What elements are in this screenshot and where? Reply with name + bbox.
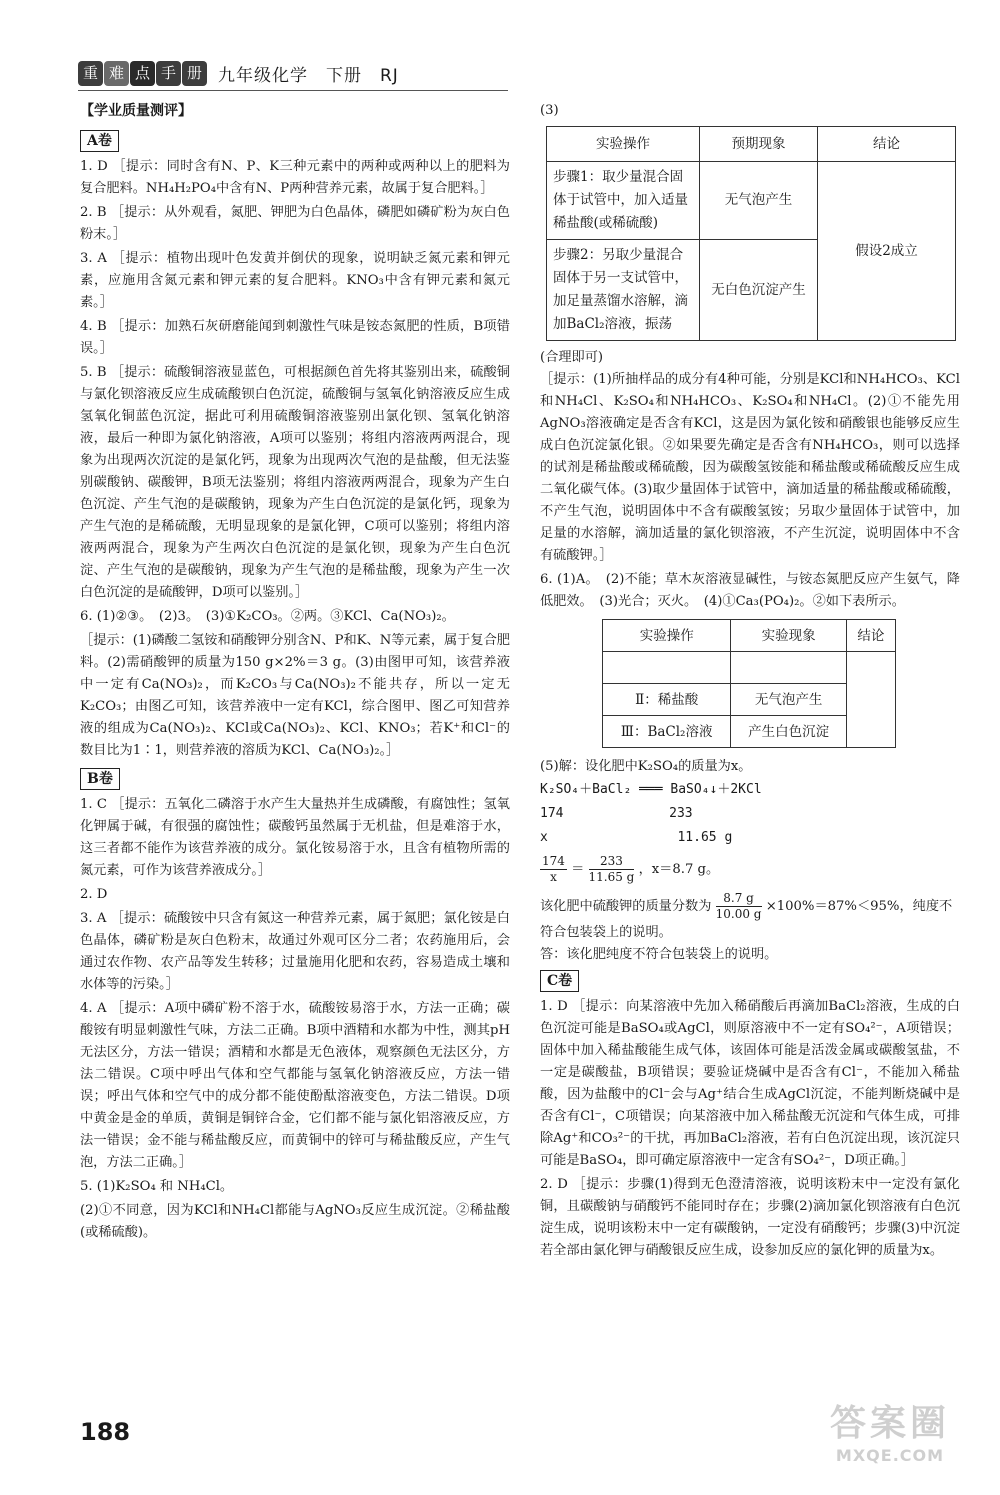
juan-a-label: A卷 bbox=[80, 130, 119, 152]
mass-baso4: 11.65 g bbox=[677, 830, 733, 845]
page-number: 188 bbox=[80, 1418, 131, 1446]
table-cell bbox=[603, 652, 731, 684]
table-header: 结论 bbox=[846, 620, 895, 652]
answer-b3: 3. A ［提示：硫酸铵中只含有氮这一种营养元素，属于氮肥；氯化铵是白色晶体，磷矿粉是灰白色粉末，故通过外观可区分二者；农药施用后，会通过农作物、农产品等发生转移；过量施用化肥和农药，容易造成土壤和水体等的污染。］ bbox=[80, 911, 510, 992]
proportion-line: $\frac{174}{x}$ ＝ $\frac{233}{11.65 g}$ ，x＝8.7 g。 bbox=[542, 854, 720, 884]
logo-char: 点 bbox=[130, 61, 155, 86]
molar-mass-row bbox=[540, 802, 960, 826]
fraction-numerator: 233 bbox=[589, 854, 635, 870]
table-cell: Ⅲ：BaCl₂溶液 bbox=[603, 716, 731, 748]
percentage-line bbox=[540, 891, 960, 944]
right-column bbox=[540, 100, 960, 1264]
table-cell: 无气泡产生 bbox=[700, 162, 818, 240]
answer-b2: 2. D bbox=[80, 887, 108, 902]
fraction-denominator: 10.00 g bbox=[715, 907, 762, 921]
logo-char: 难 bbox=[104, 61, 129, 86]
juan-b-label: B卷 bbox=[80, 768, 120, 790]
note: (合理即可) bbox=[540, 350, 604, 365]
experiment-table-1 bbox=[546, 126, 956, 341]
table-header: 实验操作 bbox=[603, 620, 731, 652]
table-header: 实验现象 bbox=[731, 620, 846, 652]
table-header: 实验操作 bbox=[547, 127, 700, 162]
table-cell: 无白色沉淀产生 bbox=[700, 240, 818, 341]
fraction-2 bbox=[589, 854, 635, 885]
table-header: 预期现象 bbox=[700, 127, 818, 162]
answer-6: 6. (1)A。 (2)不能；草木灰溶液显碱性，与铵态氮肥反应产生氨气，降低肥效。 (3)光合；灭火。 (4)①Ca₃(PO₄)₂。②如下表所示。 bbox=[540, 572, 960, 609]
percentage-intro: 该化肥中硫酸钾的质量分数为 bbox=[540, 899, 712, 914]
calc-intro: (5)解：设化肥中K₂SO₄的质量为x。 bbox=[540, 759, 752, 774]
answer-b5-2: (2)①不同意，因为KCl和NH₄Cl都能与AgNO₃反应生成沉淀。②稀盐酸(或稀硫酸)。 bbox=[80, 1203, 510, 1240]
experiment-table-2 bbox=[602, 619, 896, 748]
result-text: ，x＝8.7 g。 bbox=[638, 862, 720, 877]
answer-a5: 5. B ［提示：硫酸铜溶液显蓝色，可根据颜色首先将其鉴别出来，硫酸铜与氯化钡溶液反应生成硫酸钡白色沉淀，硫酸铜与氢氧化钠溶液反应生成氢氧化铜蓝色沉淀，据此可利用硫酸铜溶液鉴别出氯化钡、氢氧化钠溶液，最后一种即为氯化钠溶液，A项可以鉴别；将组内溶液两两混合，现象为出现两次沉淀的是氯化钙，现象为出现两次气泡的是盐酸，但无法鉴别碳酸钠、碳酸钾，B项无法鉴别；将组内溶液两两混合，现象为产生白色沉淀、产生气泡的是碳酸钠，现象为产生白色沉淀的是氯化钙，现象为产生气泡的是稀硫酸，无明显现象的是氯化钾，C项可以鉴别；将组内溶液两两混合，现象为产生两次白色沉淀的是氯化钡，现象为产生白色沉淀、产生气泡的是碳酸钠，现象为产生气泡的是稀盐酸，现象为产生一次白色沉淀的是硫酸钾，D项可以鉴别。］ bbox=[80, 365, 510, 600]
answer-b5-1: 5. (1)K₂SO₄ 和 NH₄Cl。 bbox=[80, 1179, 234, 1194]
answer-b4: 4. A ［提示：A项中磷矿粉不溶于水，硫酸铵易溶于水，方法一正确；碳酸铵有明显刺激性气味，方法二正确。B项中酒精和水都为中性，测其pH无法区分，方法一错误；酒精和水都是无色液体，观察颜色无法区分，方法二错误。C项中呼出气体和空气都能与氢氧化钠溶液反应，方法一错误；呼出气体和空气中的成分都不能使酚酞溶液变色，方法二错误。D项中黄金是金的单质，黄铜是铜锌合金，它们都不能与氯化铝溶液反应，方法一错误；金不能与稀盐酸反应，而黄铜中的锌可与稀盐酸反应，产生气泡，方法二正确。］ bbox=[80, 1001, 510, 1170]
logo-char: 手 bbox=[156, 61, 181, 86]
question-3-label: (3) bbox=[540, 103, 559, 118]
answer-a4: 4. B ［提示：加熟石灰研磨能闻到刺激性气味是铵态氮肥的性质，B项错误。］ bbox=[80, 319, 510, 356]
table-cell: 假设2成立 bbox=[818, 162, 956, 341]
page-header bbox=[78, 58, 399, 88]
table-cell bbox=[731, 652, 846, 684]
book-title: 九年级化学 下册 RJ bbox=[218, 65, 399, 86]
mass-x: x bbox=[540, 830, 548, 845]
table-cell: Ⅱ：稀盐酸 bbox=[603, 684, 731, 716]
molar-mass-k2so4: 174 bbox=[540, 806, 564, 821]
table-cell: 无气泡产生 bbox=[731, 684, 846, 716]
fraction-numerator: 8.7 g bbox=[716, 891, 762, 907]
watermark-url: MXQE.COM bbox=[835, 1446, 945, 1465]
answer-b1: 1. C ［提示：五氧化二磷溶于水产生大量热并生成磷酸，有腐蚀性；氢氧化钾属于碱，有很强的腐蚀性；碳酸钙虽然属于无机盐，但是难溶于水，这三者都不能作为该营养液的成分。氯化铵易溶于水，且含有植物所需的氮元素，可作为该营养液成分。］ bbox=[80, 797, 510, 878]
table-cell: 产生白色沉淀 bbox=[731, 716, 846, 748]
answer-a6-hint: ［提示：(1)磷酸二氢铵和硝酸钾分别含N、P和K、N等元素，属于复合肥料。(2)需硝酸钾的质量为150 g×2%＝3 g。(3)由图甲可知，该营养液中一定有Ca(NO₃)₂，而K₂CO₃与Ca(NO₃)₂不能共存，所以一定无K₂CO₃；由图乙可知，该营养液中一定有KCl，综合图甲、图乙可知营养液的组成为Ca(NO₃)₂、KCl或Ca(NO₃)₂、KCl、KNO₃；若K⁺和Cl⁻的数目比为1∶1，则营养液的溶质为KCl、Ca(NO₃)₂。］ bbox=[80, 633, 510, 758]
table-cell: 步骤1：取少量混合固体于试管中，加入适量稀盐酸(或稀硫酸) bbox=[547, 162, 700, 240]
table-cell: 步骤2：另取少量混合固体于另一支试管中，加足量蒸馏水溶解，滴加BaCl₂溶液，振荡 bbox=[547, 240, 700, 341]
chemical-equation: K₂SO₄＋BaCl₂ ═══ BaSO₄↓＋2KCl bbox=[540, 782, 762, 797]
logo-char: 册 bbox=[182, 61, 207, 86]
answer-c2: 2. D ［提示：步骤(1)得到无色澄清溶液，说明该粉末中一定没有氯化铜，且碳酸钠与硝酸钙不能同时存在；步骤(2)滴加氯化钡溶液有白色沉淀生成，说明该粉末中一定有碳酸钠，一定没有硝酸钙；步骤(3)中沉淀若全部由氯化钾与硝酸银反应生成，设参加反应的氯化钾的质量为x。 bbox=[540, 1177, 960, 1258]
header-divider bbox=[78, 90, 508, 91]
fraction-numerator: 174 bbox=[542, 854, 565, 868]
percentage-conclusion: ×100%＝87%＜95%，纯度不符合包装袋上的说明。 bbox=[540, 899, 953, 940]
hint-3: ［提示：(1)所抽样品的成分有4种可能，分别是KCl和NH₄HCO₃、KCl和NH₄Cl、K₂SO₄和NH₄HCO₃、K₂SO₄和NH₄Cl。(2)①不能先用AgNO₃溶液确定是否含有KCl，这是因为氯化铵和硝酸银也能够反应生成白色沉淀氯化银。②如果要先确定是否含有NH₄HCO₃，则可以选择的试剂是稀盐酸或稀硫酸，因为碳酸氢铵能和稀盐酸或稀硫酸反应生成二氧化碳气体。(3)取少量固体于试管中，滴加适量的稀盐酸或稀硫酸，不产生气泡，说明固体中不含有碳酸氢铵；另取少量固体于试管中，加足量的水溶解，滴加适量的氯化钡溶液，不产生沉淀，说明固体中不含有硫酸钾。］ bbox=[540, 372, 960, 563]
book-logo bbox=[78, 61, 208, 86]
fraction-1 bbox=[540, 854, 567, 885]
watermark-text: 答案圈 bbox=[829, 1403, 950, 1444]
fraction-denominator: x bbox=[550, 870, 557, 884]
answer-a6: 6. (1)②③。 (2)3。 (3)①K₂CO₃。②两。③KCl、Ca(NO₃)₂。 bbox=[80, 609, 455, 624]
molar-mass-baso4: 233 bbox=[669, 806, 693, 821]
final-answer: 答：该化肥纯度不符合包装袋上的说明。 bbox=[540, 947, 778, 962]
answer-a3: 3. A ［提示：植物出现叶色发黄并倒伏的现象，说明缺乏氮元素和钾元素，应施用含氮元素和钾元素的复合肥料。KNO₃中含有钾元素和氮元素。］ bbox=[80, 251, 510, 310]
watermark-logo bbox=[800, 1395, 980, 1485]
juan-c-label: C卷 bbox=[540, 970, 579, 992]
logo-char: 重 bbox=[78, 61, 103, 86]
answer-a1: 1. D ［提示：同时含有N、P、K三种元素中的两种或两种以上的肥料为复合肥料。NH₄H₂PO₄中含有N、P两种营养元素，故属于复合肥料。］ bbox=[80, 159, 510, 196]
answer-a2: 2. B ［提示：从外观看，氮肥、钾肥为白色晶体，磷肥如磷矿粉为灰白色粉末。］ bbox=[80, 205, 510, 242]
table-header: 结论 bbox=[818, 127, 956, 162]
table-cell bbox=[846, 652, 895, 748]
mass-row bbox=[540, 826, 960, 850]
fraction-3 bbox=[716, 891, 762, 922]
fraction-denominator: 11.65 g bbox=[588, 870, 635, 884]
left-column bbox=[80, 100, 510, 1246]
answer-c1: 1. D ［提示：向某溶液中先加入稀硝酸后再滴加BaCl₂溶液，生成的白色沉淀可能是BaSO₄或AgCl，则原溶液中不一定有SO₄²⁻，A项错误；固体中加入稀盐酸能生成气体，该固体可能是活泼金属或碳酸氢盐，不一定是碳酸盐，B项错误；要验证烧碱中是否含有Cl⁻，不能加入稀盐酸，因为盐酸中的Cl⁻会与Ag⁺结合生成AgCl沉淀，不能判断烧碱中是否含有Cl⁻，C项错误；向某溶液中加入稀盐酸无沉淀和气体生成，可排除Ag⁺和CO₃²⁻的干扰，再加BaCl₂溶液，若有白色沉淀出现，该沉淀只可能是BaSO₄，即可确定原溶液中一定含有SO₄²⁻，D项正确。］ bbox=[540, 999, 960, 1168]
section-title: 【学业质量测评】 bbox=[80, 103, 192, 119]
